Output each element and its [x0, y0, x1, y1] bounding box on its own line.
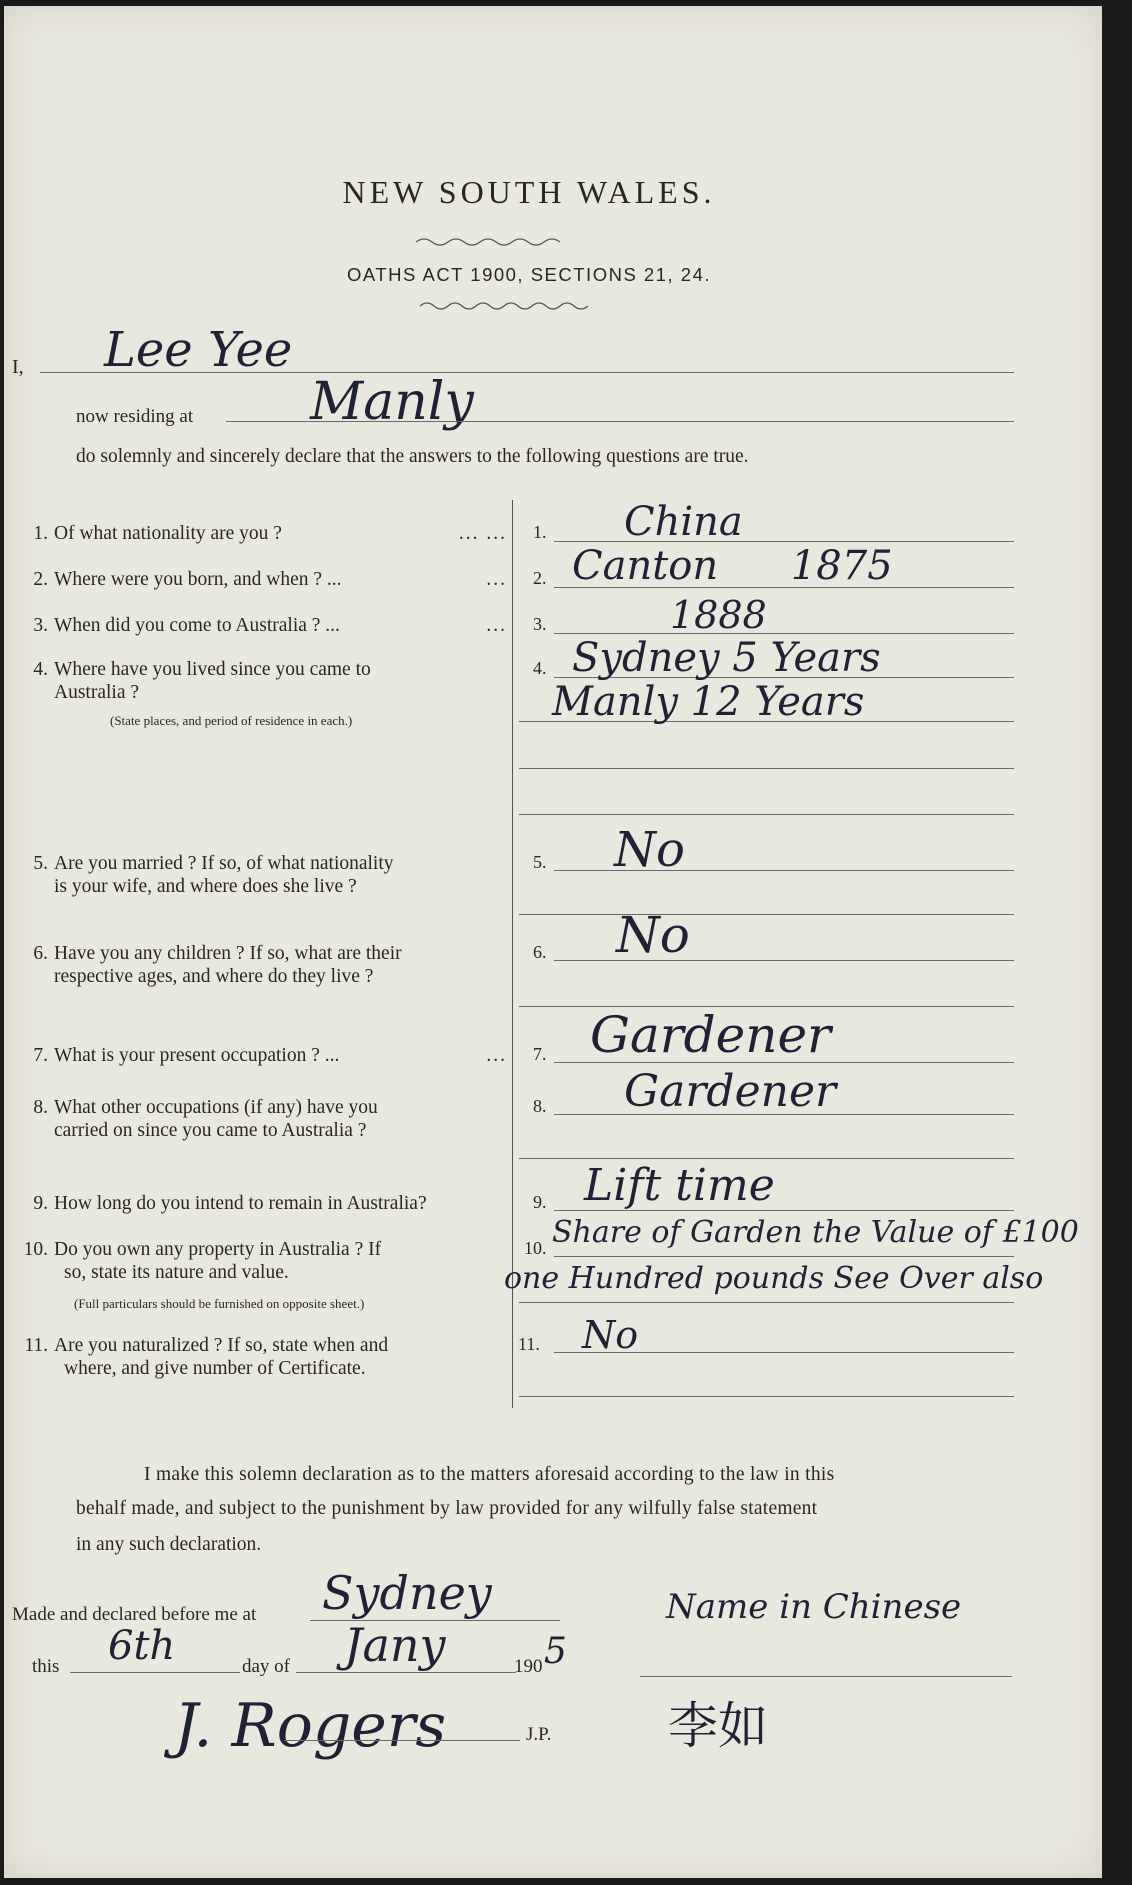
name-line [40, 372, 1014, 373]
answer-10-line-2 [519, 1302, 1014, 1303]
solemn-line-2: behalf made, and subject to the punishment by law provided for any wilfully false statement [76, 1498, 818, 1519]
signature-line [284, 1740, 520, 1741]
question-2: 2. Where were you born, and when ? ... ... [33, 569, 507, 590]
answer-10a: Share of Garden the Value of £100 [552, 1215, 1079, 1250]
this-label: this [32, 1656, 60, 1677]
title-flourish [414, 236, 574, 248]
answer-5-line-2 [519, 914, 1014, 915]
answer-4-number: 4. [533, 658, 547, 678]
declarant-name: Lee Yee [104, 322, 293, 378]
answer-1-line [554, 541, 1014, 542]
answer-2: Canton 1875 [572, 543, 893, 589]
answer-2-number: 2. [533, 568, 547, 588]
answer-4-line-3 [519, 768, 1014, 769]
declared-day: 6th [108, 1623, 176, 1669]
answer-11-line-2 [519, 1396, 1014, 1397]
form-subtitle: OATHS ACT 1900, SECTIONS 21, 24. [347, 264, 711, 285]
residence: Manly [310, 372, 474, 432]
answer-3-number: 3. [533, 614, 547, 634]
answer-1: China [624, 499, 743, 545]
question-10-note: (Full particulars should be furnished on opposite sheet.) [74, 1296, 365, 1311]
answer-8: Gardener [624, 1066, 837, 1117]
answer-11-number: 11. [518, 1334, 540, 1354]
answer-5: No [614, 822, 685, 878]
residence-line [226, 421, 1014, 422]
form-title: NEW SOUTH WALES. [342, 174, 716, 210]
answer-9-number: 9. [533, 1192, 547, 1212]
answer-3: 1888 [670, 593, 767, 637]
question-6: 6. Have you any children ? If so, what are their respective ages, and where do they live ? [33, 943, 402, 987]
chinese-name-label: Name in Chinese [666, 1587, 962, 1627]
answer-4a: Sydney 5 Years [572, 635, 881, 681]
question-5: 5. Are you married ? If so, of what nationality is your wife, and where does she live ? [33, 853, 394, 897]
question-1: 1. Of what nationality are you ? ... ... [33, 523, 507, 544]
year-printed: 190 [514, 1656, 543, 1677]
answer-11: No [582, 1313, 639, 1357]
answer-7: Gardener [590, 1006, 831, 1064]
question-10: 10. Do you own any property in Australia ? If so, state its nature and value. [23, 1239, 382, 1283]
made-declared-label: Made and declared before me at [12, 1604, 257, 1625]
month-line [296, 1672, 516, 1673]
answer-10b: one Hundred pounds See Over also [504, 1261, 1044, 1296]
declaration-text: do solemnly and sincerely declare that the answers to the following questions are true. [76, 446, 749, 467]
answer-4b: Manly 12 Years [552, 679, 865, 725]
question-8: 8. What other occupations (if any) have you carried on since you came to Australia ? [33, 1097, 378, 1141]
day-line [70, 1672, 240, 1673]
answer-7-number: 7. [533, 1044, 547, 1064]
question-4-note: (State places, and period of residence in each.) [110, 713, 353, 728]
residing-label: now residing at [76, 406, 194, 427]
answer-10-line [554, 1256, 1014, 1257]
chinese-name-line [640, 1676, 1012, 1677]
declared-month: Jany [344, 1618, 446, 1672]
declared-place: Sydney [322, 1566, 492, 1620]
answer-8-number: 8. [533, 1096, 547, 1116]
i-label: I, [12, 356, 24, 378]
form-sheet [4, 6, 1102, 1878]
question-7: 7. What is your present occupation ? ... ... [33, 1045, 507, 1066]
answer-5-number: 5. [533, 852, 547, 872]
answer-8-line-2 [519, 1158, 1014, 1159]
jp-label: J.P. [526, 1724, 552, 1745]
question-9: 9. How long do you intend to remain in Australia? [33, 1193, 427, 1214]
subtitle-flourish [418, 300, 598, 312]
jp-signature: J. Rogers [174, 1691, 447, 1761]
answer-1-number: 1. [533, 522, 547, 542]
question-4: 4. Where have you lived since you came to Australia ? [33, 659, 371, 703]
solemn-line-1: I make this solemn declaration as to the matters aforesaid according to the law in this [144, 1464, 835, 1485]
answer-3-line [554, 633, 1014, 634]
question-3: 3. When did you come to Australia ? ... ... [33, 615, 507, 636]
answer-6-number: 6. [533, 942, 547, 962]
answer-4-line-4 [519, 814, 1014, 815]
answer-9: Lift time [584, 1160, 775, 1211]
solemn-line-3: in any such declaration. [76, 1534, 262, 1555]
answer-10-number: 10. [524, 1238, 547, 1258]
answer-6: No [616, 906, 690, 964]
question-11: 11. Are you naturalized ? If so, state when and where, and give number of Certificate. [24, 1335, 389, 1379]
day-of-label: day of [242, 1656, 291, 1677]
chinese-name-characters: 李如 [668, 1697, 768, 1755]
year-written: 5 [544, 1631, 567, 1672]
